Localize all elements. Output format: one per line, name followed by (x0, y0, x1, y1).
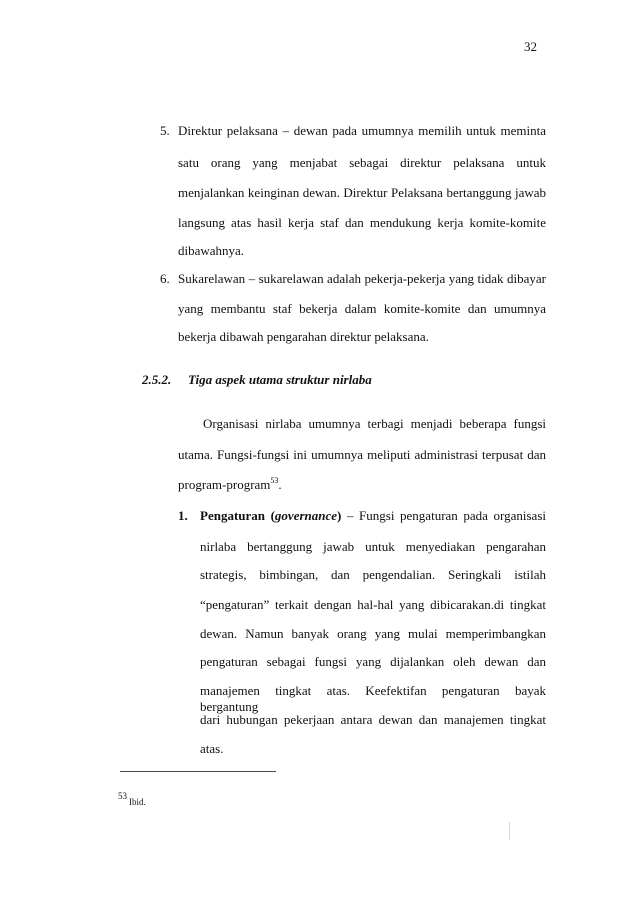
scrollbar-indicator (509, 822, 510, 840)
list-item-line: yang membantu staf bekerja dalam komite-komite dan umumnya (178, 301, 546, 316)
subitem-line: atas. (200, 741, 224, 756)
footnote-reference: 53 (270, 476, 279, 485)
subitem-first-line-rest: – Fungsi pengaturan pada organisasi (341, 508, 546, 523)
paragraph-line-last (178, 477, 282, 493)
subitem-line: dewan. Namun banyak orang yang mulai memperimbangkan (200, 626, 546, 641)
section-title: Tiga aspek utama struktur nirlaba (188, 372, 372, 387)
footnote (118, 791, 146, 807)
list-number: 5. (160, 123, 170, 138)
subitem-line: “pengaturan” terkait dengan hal-hal yang dibicarakan.di tingkat (200, 597, 546, 612)
subitem-line: manajemen tingkat atas. Keefektifan pengaturan bayak bergantung (200, 683, 546, 714)
subitem-line: dari hubungan pekerjaan antara dewan dan manajemen tingkat (200, 712, 546, 727)
list-item-line: Sukarelawan – sukarelawan adalah pekerja-pekerja yang tidak dibayar (178, 271, 546, 286)
list-item-line: Direktur pelaksana – dewan pada umumnya memilih untuk meminta (178, 123, 546, 138)
subitem-line: pengaturan sebagai fungsi yang dijalankan oleh dewan dan (200, 654, 546, 669)
footnote-text: Ibid. (129, 797, 146, 807)
subitem-paren-close: ) (337, 508, 342, 523)
subitem-number: 1. (178, 508, 188, 523)
subitem-term: Pengaturan (200, 508, 265, 523)
paragraph-text: program-program (178, 477, 271, 492)
paragraph-end: . (278, 477, 282, 492)
page-number: 32 (524, 39, 537, 54)
footnote-divider (120, 771, 276, 772)
list-item-line: bekerja dibawah pengarahan direktur pelaksana. (178, 329, 429, 344)
subitem-paren-open: ( (265, 508, 275, 523)
footnote-mark: 53 (118, 791, 127, 801)
subitem-term-en: governance (274, 508, 338, 523)
subitem-line: strategis, bimbingan, dan pengendalian. Seringkali istilah (200, 567, 546, 582)
subitem-line: nirlaba bertanggung jawab untuk menyediakan pengarahan (200, 539, 546, 554)
subitem-first-line (200, 508, 546, 524)
list-item-line: dibawahnya. (178, 243, 245, 258)
paragraph-line: utama. Fungsi-fungsi ini umumnya meliputi administrasi terpusat dan (178, 447, 546, 462)
list-item-line: menjalankan keinginan dewan. Direktur Pelaksana bertanggung jawab (178, 185, 546, 200)
paragraph-line: Organisasi nirlaba umumnya terbagi menjadi beberapa fungsi (203, 416, 546, 431)
section-number: 2.5.2. (142, 372, 172, 387)
list-item-line: satu orang yang menjabat sebagai direktur pelaksana untuk (178, 155, 546, 170)
list-number: 6. (160, 271, 170, 286)
list-item-line: langsung atas hasil kerja staf dan mendukung kerja komite-komite (178, 215, 546, 230)
